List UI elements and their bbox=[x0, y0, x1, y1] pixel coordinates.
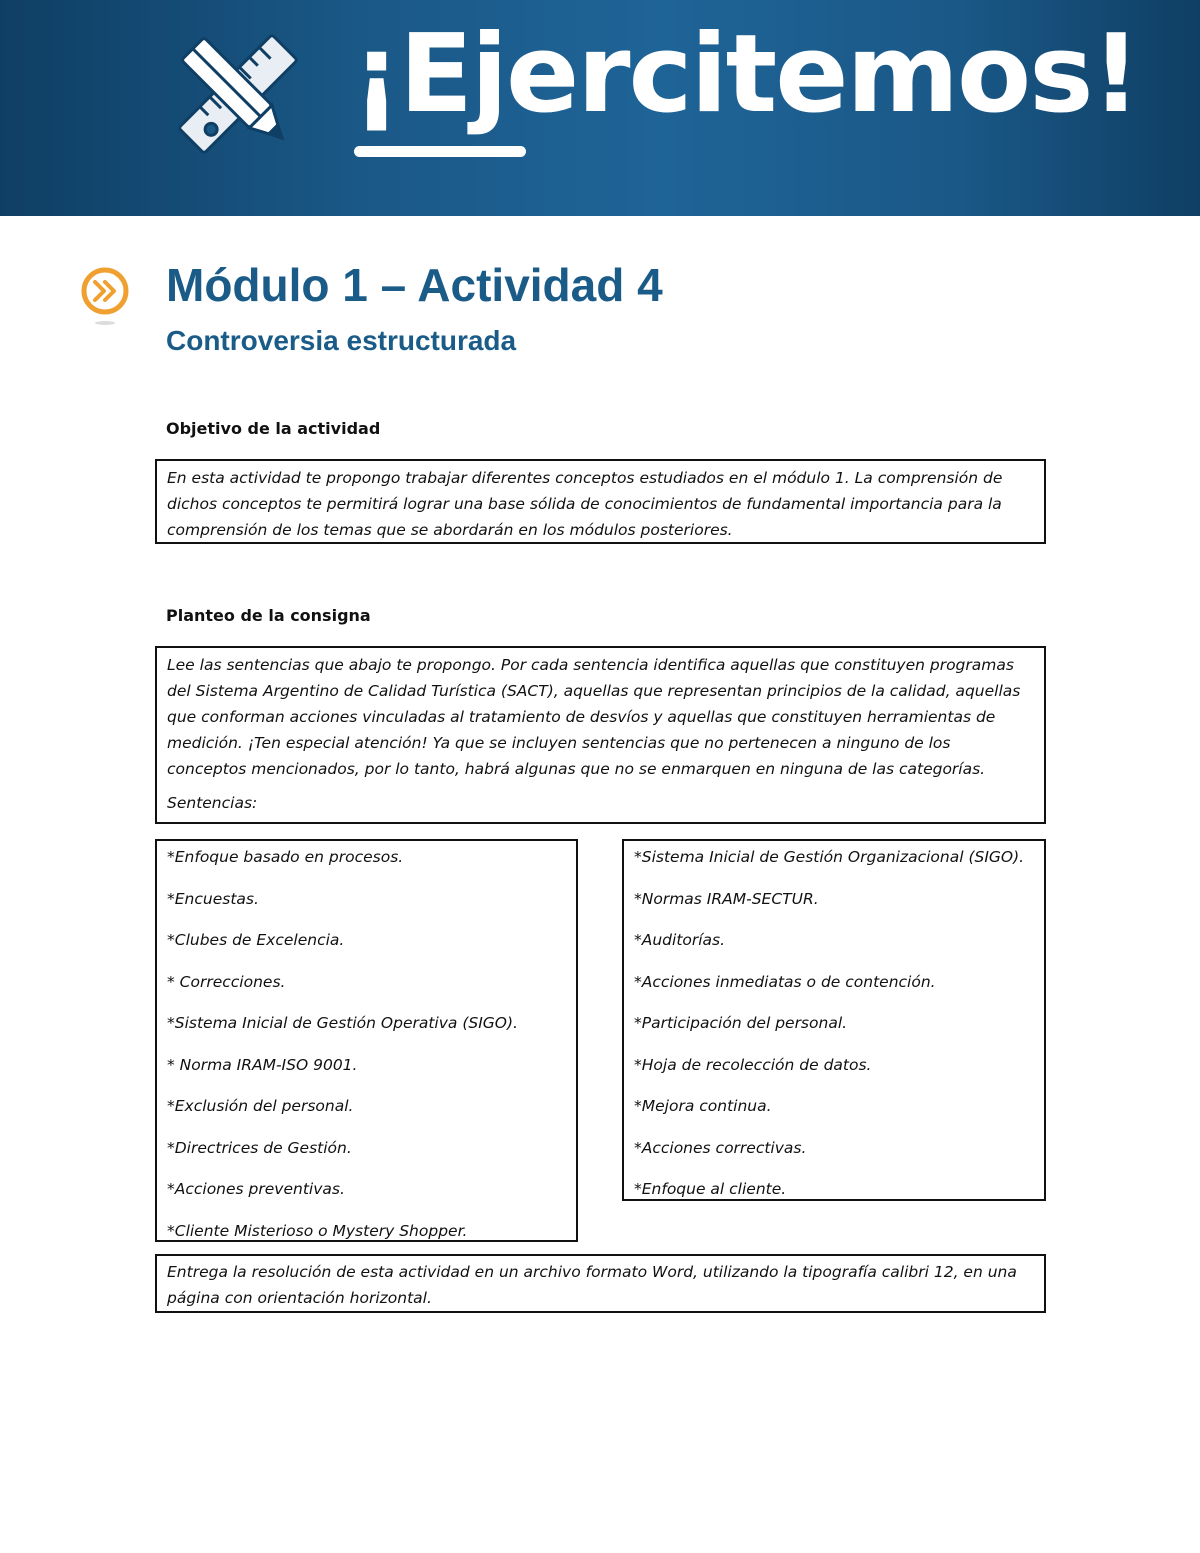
list-item: *Enfoque basado en procesos. bbox=[167, 848, 404, 866]
sentences-right-list bbox=[622, 839, 1046, 1201]
list-item: *Enfoque al cliente. bbox=[634, 1180, 787, 1198]
list-item: *Hoja de recolección de datos. bbox=[634, 1055, 872, 1074]
delivery-text: Entrega la resolución de esta actividad en un archivo formato Word, utilizando la tipografía calibri 12, en una página con orientación horizontal. bbox=[167, 1263, 1017, 1307]
consigna-text: Lee las sentencias que abajo te propongo. Por cada sentencia identifica aquellas que constituyen programas del Sistema Argentino de Calidad Turística (SACT), aquellas que representan principios de la calidad, aquellas que conforman acciones vinculadas al tratamiento de desvíos y aquellas que constituyen herramientas de medición. ¡Ten especial atención! Ya que se incluyen sentencias que no pertenecen a ninguno de los conceptos mencionados, por lo tanto, habrá algunas que no se enmarquen en ninguna de las categorías. bbox=[167, 656, 1021, 778]
list-item: *Cliente Misterioso o Mystery Shopper. bbox=[167, 1221, 468, 1240]
list-item: *Acciones inmediatas o de contención. bbox=[634, 972, 936, 991]
list-item: *Acciones correctivas. bbox=[634, 1138, 807, 1157]
module-subtitle: Controversia estructurada bbox=[166, 325, 517, 356]
consigna-heading: Planteo de la consigna bbox=[166, 606, 371, 625]
list-item: *Mejora continua. bbox=[634, 1097, 772, 1115]
consigna-box bbox=[155, 646, 1046, 824]
objective-heading: Objetivo de la actividad bbox=[166, 419, 381, 438]
list-item: *Exclusión del personal. bbox=[167, 1097, 354, 1115]
banner-title: ¡Ejercitemos! bbox=[352, 12, 1139, 137]
delivery-box bbox=[155, 1254, 1046, 1313]
list-item: *Normas IRAM-SECTUR. bbox=[634, 889, 819, 908]
list-item: *Acciones preventivas. bbox=[167, 1180, 345, 1198]
list-item: * Norma IRAM-ISO 9001. bbox=[167, 1055, 358, 1074]
sentences-label: Sentencias: bbox=[167, 794, 258, 812]
list-item: *Encuestas. bbox=[167, 889, 259, 908]
list-item: *Sistema Inicial de Gestión Operativa (SIGO). bbox=[167, 1014, 518, 1032]
banner-underline bbox=[354, 146, 526, 157]
list-item: *Participación del personal. bbox=[634, 1014, 848, 1032]
pencil-ruler-icon bbox=[178, 34, 298, 156]
header-banner bbox=[0, 0, 1200, 216]
module-title: Módulo 1 – Actividad 4 bbox=[166, 259, 663, 311]
sentences-left-list bbox=[155, 839, 578, 1242]
double-chevron-right-icon bbox=[80, 266, 130, 328]
objective-box bbox=[155, 459, 1046, 544]
list-item: *Auditorías. bbox=[634, 931, 726, 949]
list-item: *Clubes de Excelencia. bbox=[167, 931, 345, 949]
list-item: *Sistema Inicial de Gestión Organizacional (SIGO). bbox=[634, 848, 1025, 866]
list-item: * Correcciones. bbox=[167, 972, 286, 991]
list-item: *Directrices de Gestión. bbox=[167, 1138, 352, 1157]
objective-text: En esta actividad te propongo trabajar diferentes conceptos estudiados en el módulo 1. La comprensión de dichos conceptos te permitirá lograr una base sólida de conocimientos de fundamental importancia para la comprensión de los temas que se abordarán en los módulos posteriores. bbox=[167, 469, 1003, 539]
